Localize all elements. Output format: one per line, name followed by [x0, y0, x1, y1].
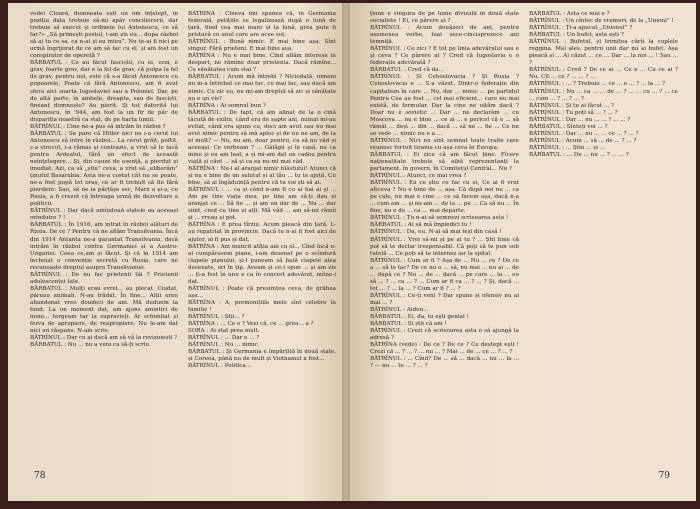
paragraph: BĂTRÎNUL : ... Cînd? De ... să ... dacă ... nu ... la ... ? — nu ... te ... ? ... ? [370, 356, 519, 370]
paragraph: BĂTRÎNUL : Acum douăzeci de ani, pentru asemenea vorbe, luai zece-cincisprezece ani temniță. [370, 25, 519, 46]
left-column-2 [188, 11, 336, 461]
paragraph: BĂTRÎNUL : ... ? Trebuie ... ce ... e ... ? ... la ... ? [529, 81, 665, 88]
paragraph: BĂTRÎNUL : Știi... ? [188, 314, 245, 321]
paragraph: BĂTRÎNUL : Bufetul, și trimitea cărți la cuplele reggina. Mai ales, pentru unii dar nu ai bufet. Așa pleacă și ... Ai căzut ... ce ... Dar ... la noi ... ! Sau ... ? [529, 39, 678, 67]
paragraph: BĂTRÎNUL : Dar dacă amîndouă statele au aceeași orînduire ? ! [30, 208, 178, 222]
paragraph: vedei Cioară, dumneata ești un om înțelept, în poziția data trebuie să-mi apăr concilierorii, dar trebuie să execut și ordinele lui Antonescu, ce să fac?» „Să primești postul, i-am zis eu... dupa război să ai tu ce sa, ca n-ai și eu mieu”. Nu te-ai fi nici pe urmă îngrijorat de ce am să fac cu el. și am fost un conspirator de operetă ? [30, 11, 178, 60]
paragraph: BĂRBATUL : Acum mă întrebi ? Niciodată, nimeni nu m-a întrebat ce mai fac, ce mai fac, sau dacă am nimic. Ce zic eu, nu mi-am dreptul să zic și sănătate nu e un vis? [188, 74, 336, 102]
paragraph: BĂTRÎNUL : Tu poți să ... ? ... ? [529, 109, 618, 116]
paragraph: BĂTRÎNA : Nu-i al aranjat nimic blăstului! Atunci că și nu e bine de un salutul și al tău ... tu te ajută. Cu bine, să ai îngăduință pentru că tu voi ști să ai. [188, 166, 336, 187]
paragraph: BĂTRÎNUL : Cred ? De ce ai ... Ce e ... Cu ce ai ? Nu. Cît ... ce ? ... ... ? ... [529, 67, 678, 81]
page-number: 78 [34, 471, 46, 481]
paragraph: BĂRBATUL : Nu ... nu a veni ca să-ți scriu. [30, 342, 151, 349]
paragraph: BĂRBATUL : Și Germania e împărțită în două state, și Coreea, până nu de mult și Vietnamul a fost... [188, 349, 336, 363]
paragraph: SORA : Ai stat prea mult. [188, 328, 260, 335]
paragraph: BĂRBATUL : Ei, da, tu ești genial ! [370, 314, 469, 321]
paragraph: BĂTRÎNUL : Vrei să-mi și pe ai tu ? ... Știi bine că pot să te declar iresponsabil. Că poți să te pun sub tutelă ... Ce poți să te internez iar la spital. [370, 236, 519, 257]
paragraph: BĂTRÎNUL : Nu ... nimic. [188, 342, 260, 349]
paragraph: BĂRBATUL : Cred că da... [370, 67, 444, 74]
paragraph: BĂTRÎNUL : Atunci, ce mai vrea ? [370, 173, 467, 180]
paragraph: BĂTRÎNUL : Cum ar fi ? Așa de ... Nu ... ce ? De ce a ... să te fac? De ce nu o ... să, nu mai ... nu ai ... de ... după ce ? Nu ... de ... dacă ... pe care ... la ... eu să ... ? ... ca ... ? ... Cum ar fi ca ... ? ... ? Și, dacă ... tot ... ? ... la ... ? Cum ar fi ? ... ? [370, 257, 519, 292]
paragraph: BĂRBATUL : Mulți erau evrei... au plecat. Ciudat, păreau animali. N-au trădat. În fine... Alții erau abandonat vreo doudeci de ani. Mă duduem la fund. La un moment dat, am ajuns amintiri de mine... tergeam tar la supravieți. Ar schimbat și ferva de apropiere, de reapropiere. Nu le-am dat nici un răspuns. N-am scris. [30, 285, 178, 335]
paragraph: BĂTRÎNUL : Crezi că scrisoarea asta o să ajungă la adresă ? [370, 328, 519, 342]
paragraph: BĂTRÎNUL : ... ca și când n-am fi cu ai hai ai și ... Am pe tine viața mea, pe tine am să-ți dau și aranjat ce ... Să fie ... și am un dar de ... Nu ... dar simt, cred cu tine și alți. Mă văd ... am să-mi rămîi și ... vreau și pot. [188, 187, 336, 222]
open-book [8, 3, 696, 501]
paragraph: BĂTRÎNUL : Poate că presimțea ceva, de grăbea așa... [188, 285, 336, 299]
paragraph: BĂTRÎNA : E prea tîrziu. Acum pleacă din țară. L-au repatriat în provincie. Dacă tu n-ai fi fost aici de ajutor, ai fi pus și dat. [188, 222, 336, 243]
paragraph: BĂRBATUL : Si știi că am ! [370, 321, 447, 328]
paragraph: BĂRBATUL : Se pare că Hitler nici nu i-a cerut lui Antonescu să intre în război... La cerut grăit, poftit, s-a strecut, i-a rămas și contrazis, a vrut să le facă pentru Ardealul, fără un efect de această neînțelegere... Și, din cauze de esență, a pierdut și imediat. Azi, ca să „știu” ceva, a vrut să „eliberăm” ținutul Basarabia. Asta ne-a costat cât nu se poate, ne-a fost pupă tot oraș, ce ar fi trebuit să fie fără pierdere: Sau, să ne ia părtășe sec, Marx a și-a, cu Rusia, a fi crezut că întreaga urmă de dezvoltare a politicii. [30, 130, 178, 208]
paragraph: BĂTRÎNA : Nu e mai bine. Cînd aflăm interese te despart, ne rămîne doar prietenia. Dacă rămîne... Cu sănătatea cum stai ? [188, 53, 336, 74]
right-column-2 [529, 11, 678, 461]
paragraph: BĂTRÎNUL : Cine ne-a pus să intrăm în război ? [30, 123, 166, 130]
paragraph: BĂTRÎNUL : Ți-a apucat „Unionul” ? [529, 25, 633, 32]
paragraph: BĂTRÎNUL : Acum ... să ... de ... ? ... ? [529, 137, 637, 144]
right-page-columns [370, 11, 678, 461]
paragraph: BĂTRÎNUL : Aiden... [370, 306, 429, 313]
left-page [8, 3, 352, 501]
paragraph: BĂTRÎNUL : Și Cehoslovacia ? Și Rusia ? Cehoslovacia e ... S-a văzut. Dintr-o federație din capitalism în care ... Nu, dar ... nimic ... pe partidul Pentru Cea au fost ... cel mai eficient... care nu mai există, de formular. Dar la cine ne uităm dacă ? Doar nu e sovietic ... Dar ... ne declarăm ... cu Moscova ... nu e bine ... ce ai ... e pericol că e ... să rămâi ... deși ... din ... dacă ... să ne ... fie ... Ce nu se vede ... nimic nu e a ... [370, 74, 519, 137]
paragraph: BĂTRÎNUL : Un cîntec de vremuri, de la „Unioni” ! [529, 18, 674, 25]
right-column-1 [370, 11, 519, 461]
paragraph: BĂTRÎNUL : Dar ce ai dacă am să vă la revizuiești ? [30, 335, 178, 342]
paragraph: BĂRBATUL : Un bufet, asta ești ? [529, 32, 624, 39]
paragraph: BĂRBATUL : De fapt, că am alinat de la o cină tăcută de exiliu, când era de șapte ani, numai mi-au evitat, când era ajuns cu, deci am avut sau nu mai avut nimic pentru să mă aplec și de nu ne am, de la el mult? — Nu, nu am, doar pentru, ca să nu văd și aceeași. Ce vorbeam ? ... Gălăgii și în casă, nu ca mine și eu am luat, a și mi-am dat un cadou pentru viață și cânt ... să și ca ea nu-mi mai văd. [188, 109, 336, 165]
paragraph: BĂTRÎNUL : Și tu ai făcut ... ? [529, 102, 614, 109]
paragraph: țiune e singura de pe lume divizată în două state socialiste ! Ei, ce părere ai ? [370, 11, 519, 25]
paragraph: BĂTRÎNUL : Ce-ți veni ? Dar spune și ofensiv nu ai mai ... ? [370, 292, 519, 306]
paragraph: BĂRBATUL : În 1916, am intrat în război alături de Rusia. De ce ? Pentru că ne aflăm Transilvania. Încă din 1914 Antanta ne-a garantat Transilvania, dacă intrăm în război contra Germaniei și a Austro-Ungariei. Ceea ce,am și făcut. Și că în 1914 am încheiat o convenție secretă cu Rusia, care ne recunoaște dreptul asupra Transilvaniei. [30, 222, 178, 271]
paragraph: BĂTRÎNA : Ai somnul bun ? [188, 102, 266, 109]
paragraph: BĂRBATUL : Sînteți voi ... ? [529, 123, 608, 130]
paragraph: BĂTRÎNUL : Nici nu sînt semnat toate traite care reunesc fortuit tirania cu așa ceva în Europa. [370, 137, 519, 151]
left-column-1 [30, 11, 178, 461]
page-number: 79 [658, 471, 670, 481]
paragraph: BĂTRÎNUL : Eu ce știu ce fac cu ei, Ce ai fi vrut altceva ? Nu e bine de ... așa. Că după noi nu ... ca pe cale, nu mai e cine ... ce să facem așa, dacă n-a ... cum am ... și ne-am ... de la ... pe ... Ca să nu ... În fine, nu e de ... ca ... mai departe. [370, 180, 519, 215]
paragraph: BĂTRÎNUL : ... Știu ... și ... [529, 144, 606, 151]
left-page-columns [30, 11, 336, 461]
paragraph: BĂRBATUL : ... De ... nu ... ? ... ... ? [529, 151, 629, 158]
paragraph: BĂTRÎNUL : Da, eu. N-ai să mai ieși din casă ! [370, 229, 502, 236]
paragraph: BĂTRÎNA : Cineva îmi spunea că, în Germania federală, petițiile se legalizează după o lună de țară, fiind cea mai mare și la lună, grea pute fi pristavă cu unul care are acee soț. [188, 11, 336, 39]
paragraph: BĂTRÎNUL : Politica... [188, 363, 252, 370]
paragraph: BĂTRÎNA : Am muncit atîția ani cu el... Cînd încă n-ai cumpărasem piane, i-am desenat pe o scîndură clapele pianului, și-l puneam să bată clapele alea desenate, ori în țip. Aveam și ce-i spun ... și am zis ... ți-a fost în unu e ca în concert adevărat, mîine-i dat. [188, 243, 336, 285]
paragraph: BĂTRÎNUL : Ce zici ? E tot pe linia adevărului sau e și ceva ? Ce părere ai ? Cred că Iugoslavia e o federație adevărată ? [370, 46, 519, 67]
paragraph: BĂTRÎNA : A, premonițiile mele sînt celebre în familie ! [188, 299, 336, 313]
paragraph: BĂRBATUL : Ce au făcut fasciștii, cu ei, vezi, e grav, foarte grav, dar e la fel de grav, că pulpa la fel de grav, pentru noi, este că s-a făcut Antonescu cu popoarele, Poate că fără Antonescu, am fi avut sfera aici soarta Iugoslaviei sau a Poloniei. Dar, pe de altă parte, în ambele, dreapta, sau de fasciști, fineanț domnește? Au pierit. Și tot datorită lui Antonescu, în '944, am fost la un fir de păr de dispariția noastră ca stat, de pe harta lumii. [30, 60, 178, 123]
book-spine-gutter [342, 3, 350, 501]
paragraph: BĂTRÎNUL : Tu n-ai să semnezi scrisoarea asta ! [370, 215, 509, 222]
paragraph: BĂTRÎNUL : Dar ... nu ... ... ce ... ? ... ? [529, 130, 639, 137]
paragraph: BĂRBATUL : Ai să mă împiedici tu ! [370, 222, 472, 229]
paragraph: BĂTRÎNUL : De nu fac prietenii tăi ? Prietenii adolescenței tale. [30, 271, 178, 285]
paragraph: BĂRBATUL : Asta ce mai e ? [529, 11, 610, 17]
paragraph: BĂTRÎNA (vede) : De ce ? De ce ? Ce deștept ești ! Crezi că ... ? ... ? ... nu ... ? Mai ... de ... ce ... ? ... ? [370, 342, 519, 356]
paragraph: BĂTRÎNUL : Nu ... ca ... ... de ... ? ... ... cu ... ? ... ce ... cum ... ? ... ? ... ? [529, 88, 678, 102]
right-page [352, 3, 696, 501]
paragraph: BĂTRÎNA : ... Ce e ? Vezi că, ce ... grea... a ? [188, 321, 314, 328]
paragraph: BĂRBATUL : Ei zice că am făcut bine. Fîcere naționalitate trebuie să aibă reprezentanți la parlament, în guvern, în Comitetul Central... Nu ? [370, 151, 519, 173]
paragraph: BĂTRÎNUL : Bună nimic. E mai bine așa. Sînt singur. Fără prieteni. E mai bine așa. [188, 39, 336, 53]
paragraph: BĂTRÎNUL : Dar ... nu ... ... ? ... ... ? [529, 116, 631, 123]
paragraph: BĂTRÎNUL : ... Dar e ... ? [188, 335, 260, 342]
